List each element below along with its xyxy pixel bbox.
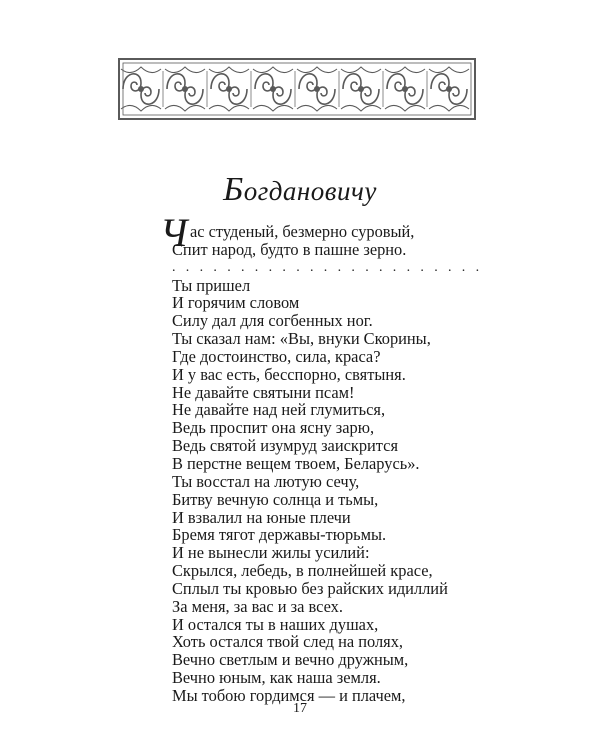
poem-line: Ты восстал на лютую сечу, (172, 471, 360, 491)
poem-line: Сплыл ты кровью без райских идиллий (172, 578, 448, 598)
poem-line: Силу дал для согбенных ног. (172, 311, 373, 331)
poem-line: И остался ты в наших душах, (172, 614, 379, 634)
poem-first-line-text: ас студеный, безмерно суровый, (190, 222, 415, 241)
poem-line: Не давайте над ней глумиться, (172, 400, 386, 420)
poem-line: И горячим словом (172, 293, 300, 313)
poem-line: Где достоинство, сила, краса? (172, 346, 381, 366)
poem-line: В перстне вещем твоем, Беларусь». (172, 453, 420, 473)
poem-line: Ведь святой изумруд заискрится (172, 436, 398, 456)
poem-line: И взвалил на юные плечи (172, 507, 351, 527)
poem-line: Мы тобою гордимся — и плачем, (172, 685, 406, 705)
poem-line: Не давайте святыни псам! (172, 382, 355, 402)
title-initial: Б (223, 171, 244, 208)
poem-body (160, 210, 592, 705)
poem-line: Ведь проспит она ясну зарю, (172, 418, 375, 438)
poem-line: Ты сказал нам: «Вы, внуки Скорины, (172, 329, 431, 349)
poem-line: Ты пришел (172, 275, 251, 295)
poem-line: И не вынесли жилы усилий: (172, 543, 370, 563)
poem-line: Бремя тягот державы-тюрьмы. (172, 525, 387, 545)
ellipsis-line: . . . . . . . . . . . . . . . . . . . . . . . (172, 259, 483, 275)
poem-line: Битву вечную солнца и тьмы, (172, 489, 379, 509)
drop-cap: Ч (160, 210, 188, 255)
page-number: 17 (293, 701, 307, 716)
poem-line: Скрылся, лебедь, в полнейшей красе, (172, 561, 433, 581)
poem-line: Спит народ, будто в пашне зерно. (172, 239, 407, 259)
poem-line: И у вас есть, бесспорно, святыня. (172, 364, 406, 384)
poem-line: За меня, за вас и за всех. (172, 596, 343, 616)
poem-line: Вечно светлым и вечно дружным, (172, 650, 409, 670)
title-rest: огдановичу (243, 176, 377, 206)
decorative-ornament-border (117, 57, 477, 121)
poem-line: Хоть остался твой след на полях, (172, 632, 403, 652)
page-title (0, 172, 600, 209)
poem-line: Вечно юным, как наша земля. (172, 668, 381, 688)
